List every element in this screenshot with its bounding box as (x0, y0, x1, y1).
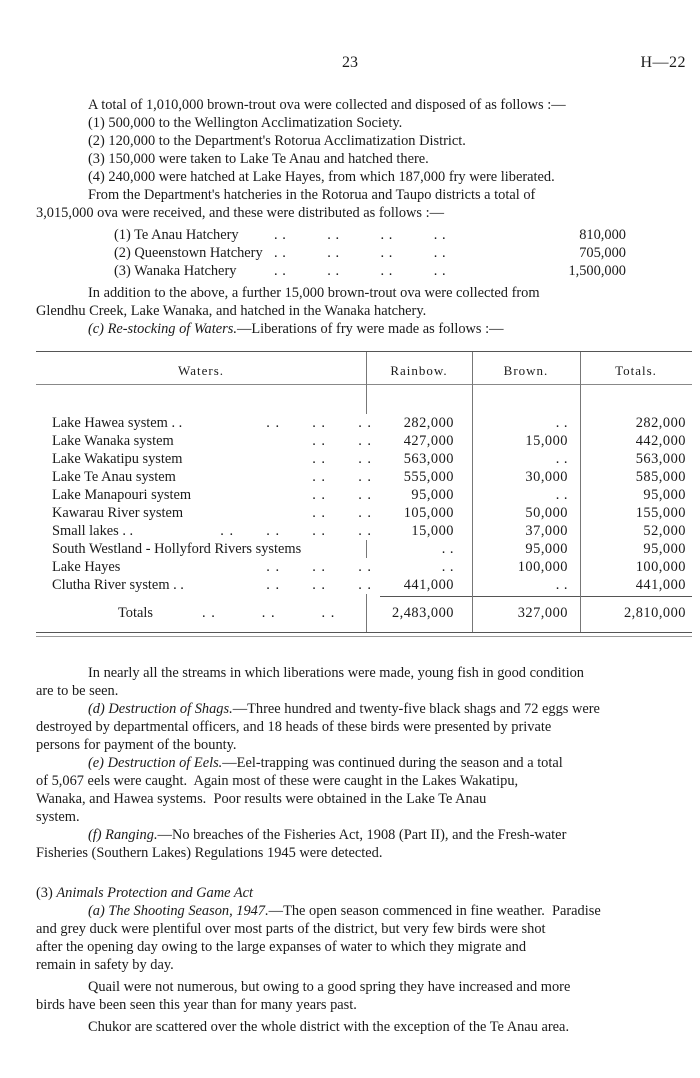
totals-label: Totals (118, 605, 153, 621)
list-item: (4) 240,000 were hatched at Lake Hayes, from which 187,000 fry were liberated. (88, 169, 555, 185)
table-row (36, 414, 692, 432)
brown-cell: 37,000 (525, 523, 568, 539)
leader-dots: . . . . (312, 451, 372, 467)
table-row (36, 486, 692, 504)
total-cell: 441,000 (635, 577, 686, 593)
shooting-label: (a) The Shooting Season, 1947. (88, 903, 269, 919)
table-row (36, 558, 692, 576)
water-name: Small lakes . . (52, 523, 134, 539)
table-bottom-rule (36, 632, 692, 633)
table-row (36, 540, 692, 558)
ranging-label: (f) Ranging. (88, 827, 158, 843)
water-name: Kawarau River system (52, 505, 184, 521)
shooting-text: —The open season commenced in fine weather. Paradise (268, 903, 601, 919)
table-totals-row (36, 604, 692, 622)
table-row (36, 432, 692, 450)
table-top-rule (36, 351, 692, 352)
total-cell: 563,000 (635, 451, 686, 467)
restocking-text: —Liberations of fry were made as follows :— (236, 321, 504, 337)
totals-rainbow: 2,483,000 (391, 605, 454, 621)
ranging-text: —No breaches of the Fisheries Act, 1908 (Part II), and the Fresh-water (157, 827, 567, 843)
ranging-heading (36, 826, 688, 844)
brown-cell: 100,000 (517, 559, 568, 575)
total-cell: 585,000 (635, 469, 686, 485)
totals-total: 2,810,000 (623, 605, 686, 621)
total-cell: 282,000 (635, 415, 686, 431)
leader-dots: . . . . . . (266, 415, 372, 431)
shags-line: destroyed by departmental officers, and 18 heads of these birds were presented by private (36, 719, 552, 735)
eels-line: system. (36, 809, 80, 825)
table-bottom-rule (36, 636, 692, 637)
shooting-heading (36, 902, 688, 920)
rainbow-cell: 105,000 (403, 505, 454, 521)
section-heading (36, 884, 688, 902)
leader-dots: . . . . . . . . (220, 523, 372, 539)
total-cell: 95,000 (643, 487, 686, 503)
rainbow-cell: 441,000 (403, 577, 454, 593)
document-reference: H—22 (640, 54, 686, 71)
restocking-label: (c) Re-stocking of Waters. (88, 321, 237, 337)
brown-cell: . . (555, 451, 568, 467)
brown-cell: . . (555, 415, 568, 431)
leader-dots: . . . . . . (266, 559, 372, 575)
column-header-rainbow: Rainbow. (390, 363, 448, 378)
eels-label: (e) Destruction of Eels. (88, 755, 223, 771)
table-subtotal-rule (380, 596, 692, 597)
brown-cell: 15,000 (525, 433, 568, 449)
eels-line: Wanaka, and Hawea systems. Poor results were obtained in the Lake Te Anau (36, 791, 487, 807)
column-header-totals: Totals. (615, 363, 657, 378)
table-row (36, 468, 692, 486)
hatchery-row (36, 226, 626, 244)
rainbow-cell: . . (441, 541, 454, 557)
water-name: Lake Wakatipu system (52, 451, 183, 467)
hatchery-value: 1,500,000 (568, 263, 626, 279)
shooting-line: and grey duck were plentiful over most parts of the district, but very few birds were shot (36, 921, 546, 937)
total-cell: 100,000 (635, 559, 686, 575)
addition-line: In addition to the above, a further 15,000 brown-trout ova were collected from (88, 285, 540, 301)
rainbow-cell: 95,000 (411, 487, 454, 503)
water-name: Lake Hayes (52, 559, 121, 575)
eels-text: —Eel-trapping was continued during the season and a total (222, 755, 563, 771)
water-name: Lake Manapouri system (52, 487, 192, 503)
list-item: (2) 120,000 to the Department's Rotorua Acclimatization District. (88, 133, 466, 149)
water-name: Lake Hawea system . . (52, 415, 183, 431)
column-header-waters: Waters. (177, 363, 225, 378)
table-header-rule (36, 384, 692, 385)
hatcheries-intro-line: From the Department's hatcheries in the Rotorua and Taupo districts a total of (88, 187, 536, 203)
leader-dots: . . . . . . . . (274, 245, 447, 261)
water-name: Lake Te Anau system (52, 469, 176, 485)
rainbow-cell: 282,000 (403, 415, 454, 431)
leader-dots: . . . . (312, 469, 372, 485)
list-item: (3) 150,000 were taken to Lake Te Anau and hatched there. (88, 151, 429, 167)
shags-label: (d) Destruction of Shags. (88, 701, 233, 717)
paragraph-intro: A total of 1,010,000 brown-trout ova were collected and disposed of as follows :— (88, 97, 566, 113)
section-number: (3) (36, 885, 53, 901)
table-row (36, 504, 692, 522)
quail-line: Quail were not numerous, but owing to a good spring they have increased and more (88, 979, 571, 995)
list-item: (1) 500,000 to the Wellington Acclimatization Society. (88, 115, 403, 131)
rainbow-cell: . . (441, 559, 454, 575)
water-name: Clutha River system . . (52, 577, 184, 593)
water-name: Lake Wanaka system (52, 433, 174, 449)
rainbow-cell: 15,000 (411, 523, 454, 539)
ova-collection-section (36, 96, 688, 338)
hatchery-name: (1) Te Anau Hatchery (114, 227, 239, 243)
total-cell: 95,000 (643, 541, 686, 557)
total-cell: 52,000 (643, 523, 686, 539)
brown-cell: . . (555, 577, 568, 593)
eels-heading (36, 754, 688, 772)
total-cell: 442,000 (635, 433, 686, 449)
restocking-heading (36, 320, 688, 338)
rainbow-cell: 555,000 (403, 469, 454, 485)
streams-line: In nearly all the streams in which liberations were made, young fish in good condition (88, 665, 584, 681)
hatchery-name: (3) Wanaka Hatchery (114, 263, 237, 279)
rainbow-cell: 427,000 (403, 433, 454, 449)
shooting-line: remain in safety by day. (36, 957, 174, 973)
brown-cell: 95,000 (525, 541, 568, 557)
quail-line: birds have been seen this year than for many years past. (36, 997, 357, 1013)
hatchery-row (36, 244, 626, 262)
total-cell: 155,000 (635, 505, 686, 521)
leader-dots: . . . . . . . . (274, 227, 447, 243)
shooting-line: after the opening day owing to the large expanses of water to which they migrate and (36, 939, 527, 955)
hatcheries-intro-line: 3,015,000 ova were received, and these were distributed as follows :— (36, 205, 445, 221)
shags-line: persons for payment of the bounty. (36, 737, 237, 753)
leader-dots: . . . . (312, 505, 372, 521)
streams-line: are to be seen. (36, 683, 119, 699)
shags-heading (36, 700, 688, 718)
table-row (36, 522, 692, 540)
game-act-section (36, 884, 688, 1036)
chukor-paragraph: Chukor are scattered over the whole district with the exception of the Te Anau area. (88, 1019, 570, 1035)
leader-dots: . . . . . . . . (274, 263, 447, 279)
shags-text: —Three hundred and twenty-five black shags and 72 eggs were (232, 701, 600, 717)
eels-line: of 5,067 eels were caught. Again most of these were caught in the Lakes Wakatipu, (36, 773, 519, 789)
table-row (36, 576, 692, 594)
ranging-line: Fisheries (Southern Lakes) Regulations 1945 were detected. (36, 845, 383, 861)
hatchery-row (36, 262, 626, 280)
hatchery-value: 810,000 (579, 227, 626, 243)
leader-dots: . . . . (312, 487, 372, 503)
hatchery-value: 705,000 (579, 245, 626, 261)
leader-dots: . . . . . . (266, 577, 372, 593)
totals-brown: 327,000 (517, 605, 568, 621)
page-number: 23 (342, 54, 358, 71)
leader-dots: . . . . . . (202, 605, 336, 621)
brown-cell: 30,000 (525, 469, 568, 485)
brown-cell: 50,000 (525, 505, 568, 521)
addition-line: Glendhu Creek, Lake Wanaka, and hatched in the Wanaka hatchery. (36, 303, 427, 319)
table-row (36, 450, 692, 468)
column-header-brown: Brown. (503, 363, 549, 378)
water-name: South Westland - Hollyford Rivers systems (52, 541, 302, 557)
brown-cell: . . (555, 487, 568, 503)
lower-section (36, 664, 688, 862)
rainbow-cell: 563,000 (403, 451, 454, 467)
leader-dots: . . . . (312, 433, 372, 449)
section-title: Animals Protection and Game Act (56, 885, 254, 901)
hatchery-name: (2) Queenstown Hatchery (114, 245, 263, 261)
